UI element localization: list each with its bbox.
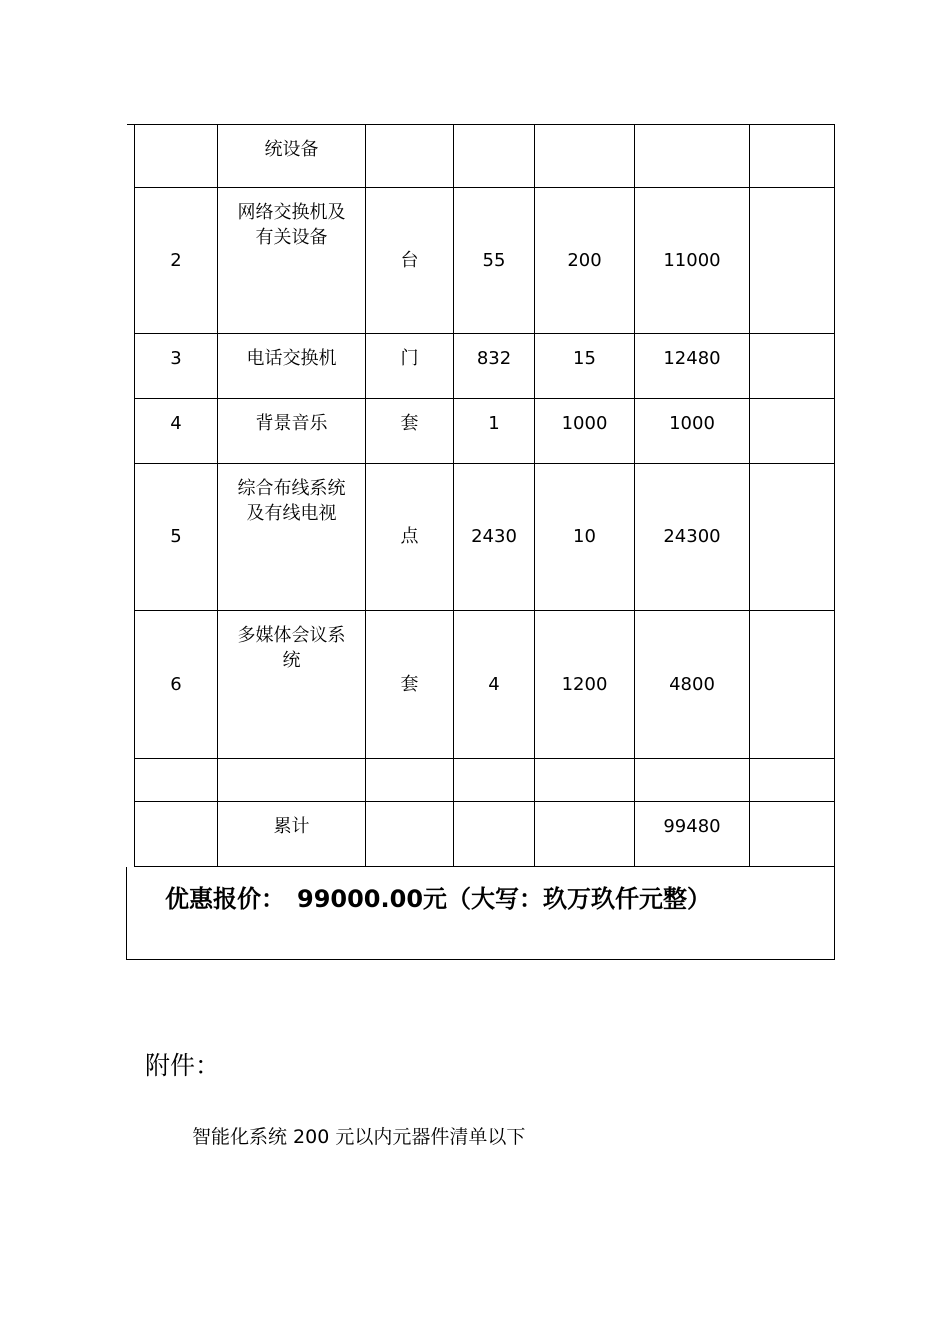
amount: 11000 bbox=[635, 188, 750, 334]
attachment-note: 智能化系统 200 元以内元器件清单以下 bbox=[192, 1126, 526, 1148]
total-label: 累计 bbox=[218, 802, 366, 867]
item-name bbox=[218, 464, 366, 611]
unit bbox=[366, 802, 454, 867]
row-number bbox=[135, 802, 218, 867]
item-name: 电话交换机 bbox=[218, 334, 366, 399]
amount: 4800 bbox=[635, 611, 750, 759]
unit: 门 bbox=[366, 334, 454, 399]
item-name: 统设备 bbox=[218, 125, 366, 188]
item-name-line-1: 综合布线系统 bbox=[237, 478, 346, 499]
quotation-table bbox=[134, 124, 835, 867]
item-name-line-1: 多媒体会议系 bbox=[237, 625, 346, 646]
table-row bbox=[135, 188, 835, 334]
remark bbox=[750, 611, 835, 759]
item-name-line-2: 及有线电视 bbox=[246, 503, 337, 524]
item-name bbox=[218, 759, 366, 802]
remark bbox=[750, 464, 835, 611]
table-row bbox=[135, 334, 835, 399]
offer-amount: 99000.00 bbox=[297, 885, 424, 913]
row-number: 2 bbox=[135, 188, 218, 334]
table-row bbox=[135, 464, 835, 611]
unit bbox=[366, 759, 454, 802]
amount bbox=[635, 759, 750, 802]
quantity: 832 bbox=[454, 334, 535, 399]
row-number: 5 bbox=[135, 464, 218, 611]
amount: 12480 bbox=[635, 334, 750, 399]
table-row bbox=[135, 611, 835, 759]
quantity: 1 bbox=[454, 399, 535, 464]
unit: 套 bbox=[366, 399, 454, 464]
quantity: 4 bbox=[454, 611, 535, 759]
unit-price: 10 bbox=[535, 464, 635, 611]
row-number bbox=[135, 759, 218, 802]
unit-price: 200 bbox=[535, 188, 635, 334]
amount: 1000 bbox=[635, 399, 750, 464]
amount: 24300 bbox=[635, 464, 750, 611]
quantity: 55 bbox=[454, 188, 535, 334]
offer-currency-text: 元（大写：玖万玖仟元整） bbox=[423, 885, 712, 913]
table-row bbox=[135, 125, 835, 188]
discount-offer-box bbox=[126, 867, 835, 960]
item-name-line-2: 有关设备 bbox=[255, 227, 328, 248]
remark bbox=[750, 334, 835, 399]
remark bbox=[750, 399, 835, 464]
quantity bbox=[454, 759, 535, 802]
offer-label: 优惠报价： bbox=[165, 885, 285, 913]
discount-offer-text bbox=[165, 879, 711, 914]
row-number bbox=[135, 125, 218, 188]
row-number: 4 bbox=[135, 399, 218, 464]
unit-price bbox=[535, 802, 635, 867]
attachment-heading: 附件： bbox=[145, 1051, 221, 1080]
table-row bbox=[135, 759, 835, 802]
table-row bbox=[135, 399, 835, 464]
unit-price bbox=[535, 759, 635, 802]
total-amount: 99480 bbox=[635, 802, 750, 867]
item-name: 背景音乐 bbox=[218, 399, 366, 464]
quantity: 2430 bbox=[454, 464, 535, 611]
unit: 台 bbox=[366, 188, 454, 334]
unit-price: 1200 bbox=[535, 611, 635, 759]
item-name-line-2: 统 bbox=[282, 650, 301, 671]
amount bbox=[635, 125, 750, 188]
unit: 点 bbox=[366, 464, 454, 611]
quantity bbox=[454, 125, 535, 188]
row-number: 6 bbox=[135, 611, 218, 759]
total-row bbox=[135, 802, 835, 867]
remark bbox=[750, 759, 835, 802]
item-name bbox=[218, 611, 366, 759]
remark bbox=[750, 125, 835, 188]
unit-price bbox=[535, 125, 635, 188]
unit-price: 1000 bbox=[535, 399, 635, 464]
remark bbox=[750, 188, 835, 334]
row-number: 3 bbox=[135, 334, 218, 399]
unit bbox=[366, 125, 454, 188]
unit: 套 bbox=[366, 611, 454, 759]
unit-price: 15 bbox=[535, 334, 635, 399]
item-name bbox=[218, 188, 366, 334]
item-name-line-1: 网络交换机及 bbox=[237, 202, 346, 223]
quantity bbox=[454, 802, 535, 867]
remark bbox=[750, 802, 835, 867]
